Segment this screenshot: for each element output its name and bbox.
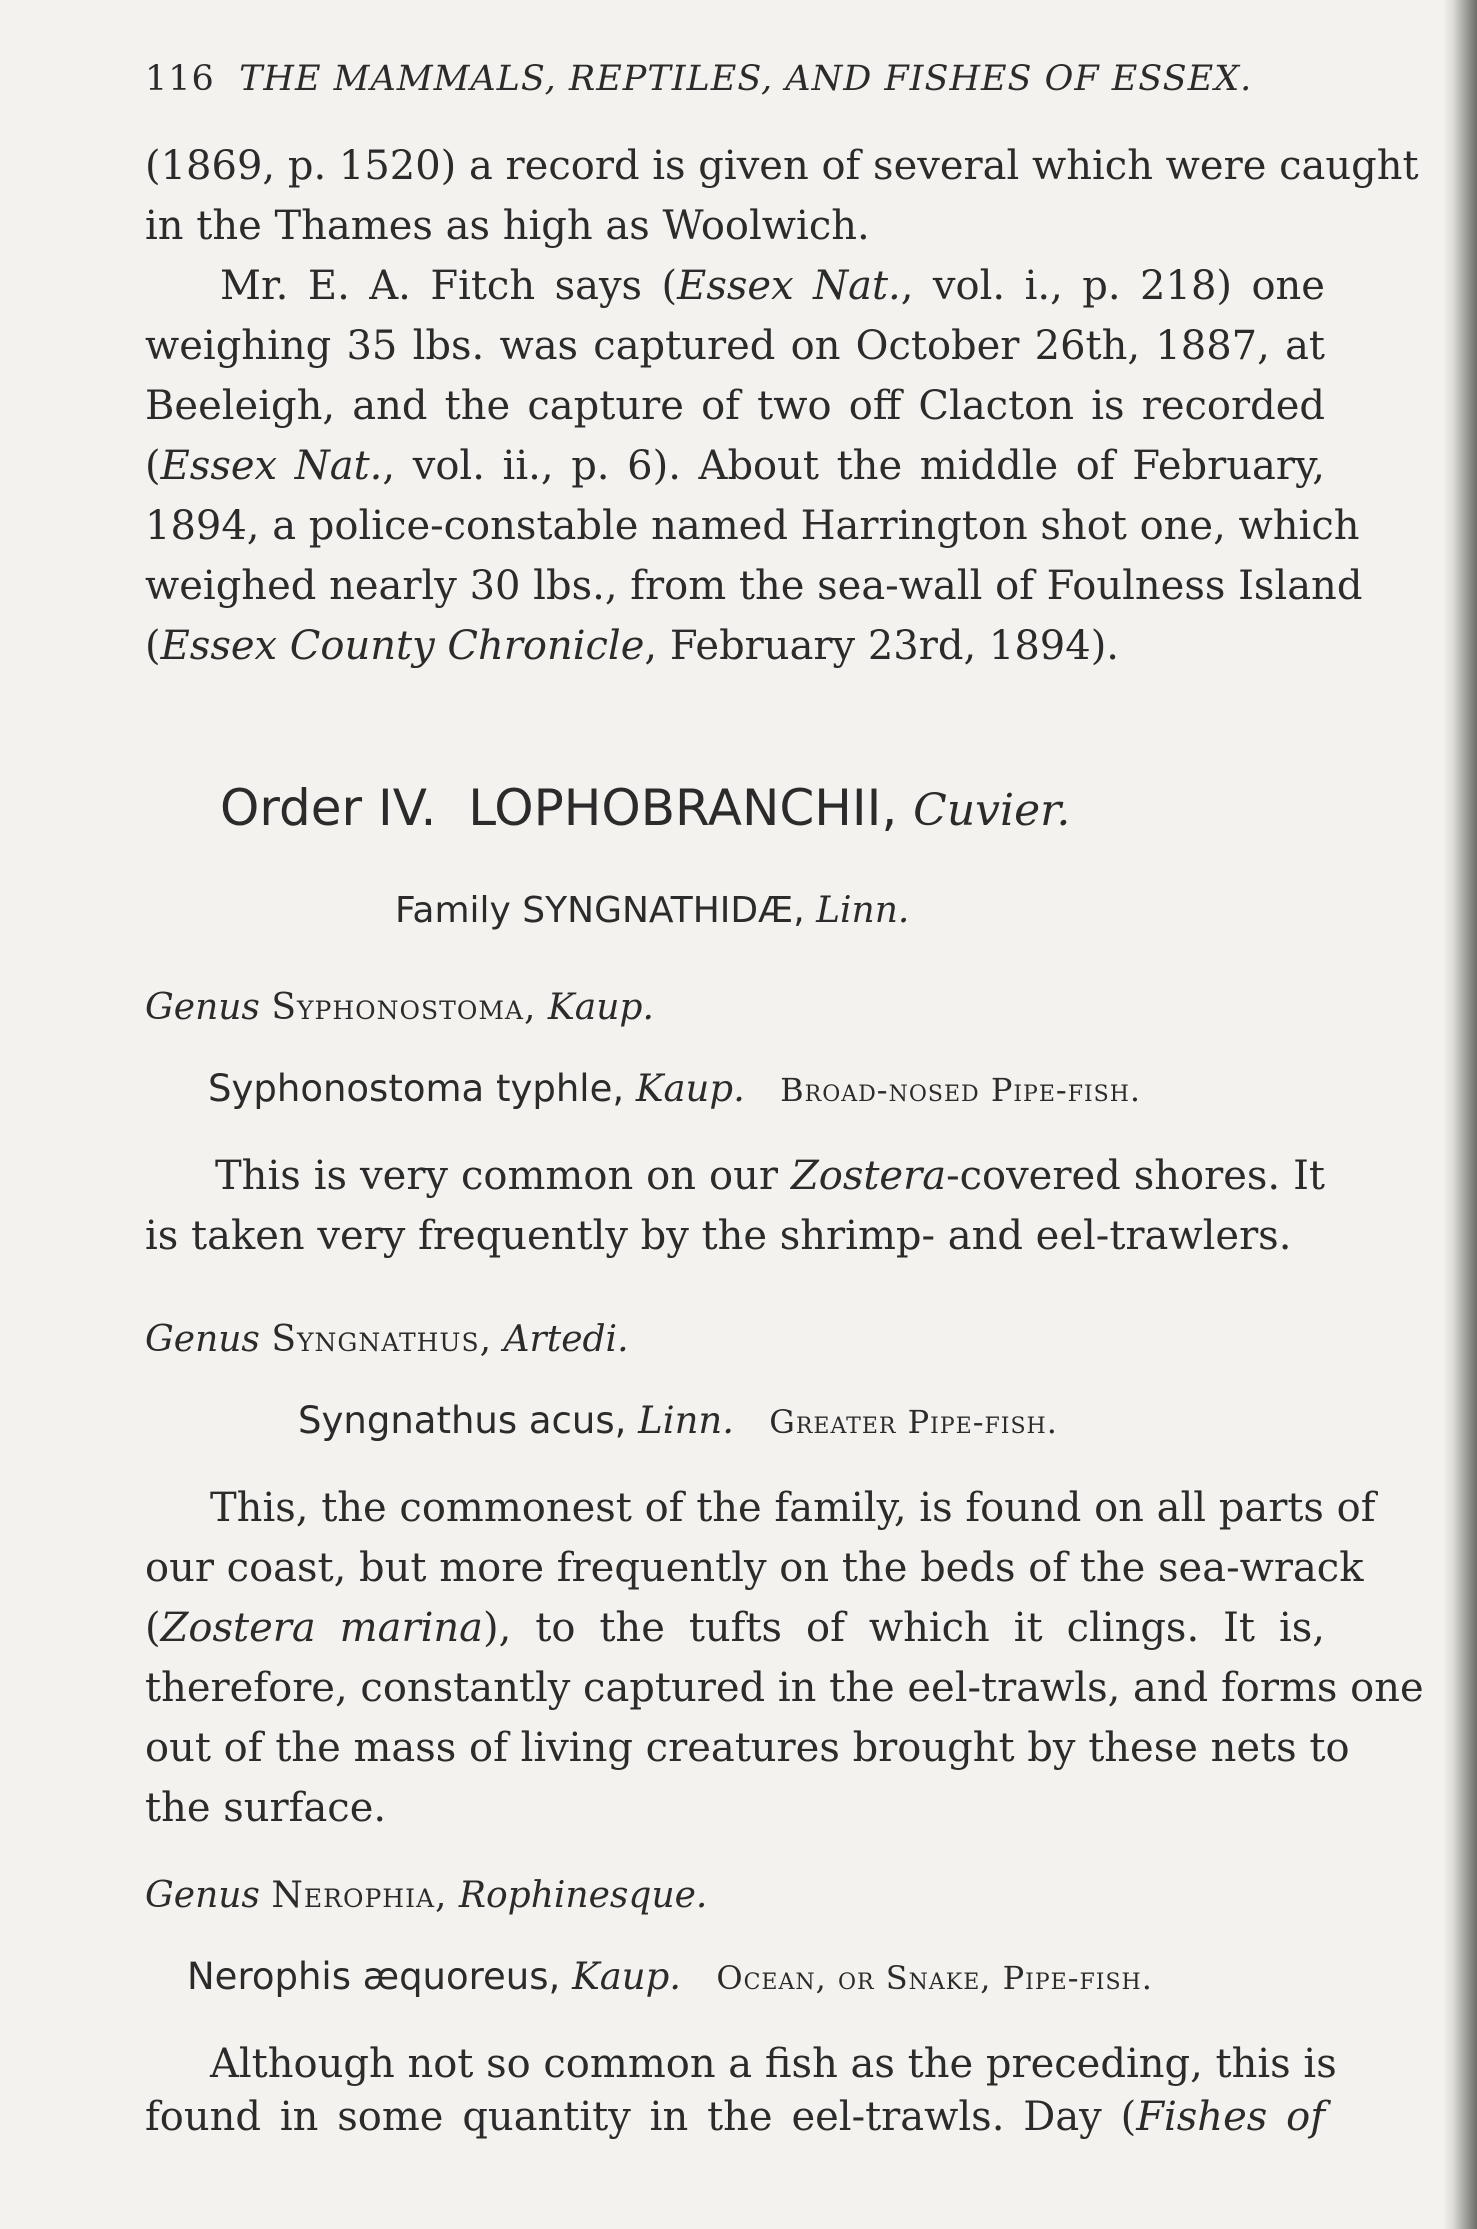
species-name: Syphonostoma typhle,: [208, 1067, 625, 1110]
order-name: LOPHOBRANCHII,: [468, 779, 898, 837]
order-label: Order IV.: [220, 779, 437, 837]
text-line: (Essex Nat., vol. ii., p. 6). About the middle of February,: [145, 443, 1325, 489]
text-line: Although not so common a fish as the preceding, this is: [210, 2041, 1337, 2087]
common-name: Broad-nosed Pipe-fish.: [780, 1071, 1142, 1109]
text-line: Beeleigh, and the capture of two off Clacton is recorded: [145, 383, 1325, 429]
common-name: Greater Pipe-fish.: [769, 1403, 1058, 1441]
order-authority: Cuvier.: [913, 785, 1071, 836]
genus-heading: Genus Syngnathus, Artedi.: [145, 1319, 629, 1360]
species-heading: Syngnathus acus, Linn. Greater Pipe-fish.: [298, 1399, 1058, 1442]
genus-name: Syphonostoma,: [271, 987, 537, 1028]
page-edge-shadow: [1443, 0, 1477, 2229]
text-line: in the Thames as high as Woolwich.: [145, 203, 870, 249]
species-ref: Zostera marina: [160, 1605, 483, 1651]
genus-heading: Genus Syphonostoma, Kaup.: [145, 987, 654, 1028]
species-heading: Syphonostoma typhle, Kaup. Broad-nosed Pipe-fish.: [208, 1067, 1142, 1110]
citation-title: Essex Nat.: [160, 443, 383, 489]
family-label: Family: [395, 890, 511, 931]
text-line: 1894, a police-constable named Harrington shot one, which: [145, 503, 1360, 549]
citation-title: Fishes of: [1136, 2094, 1326, 2140]
text-line: found in some quantity in the eel-trawls. Day (Fishes of: [145, 2094, 1326, 2140]
text-line: (Essex County Chronicle, February 23rd, 1894).: [145, 623, 1120, 669]
citation-title: Essex County Chronicle: [160, 623, 645, 669]
text-line: (Zostera marina), to the tufts of which it clings. It is,: [145, 1605, 1325, 1651]
citation-title: Essex Nat.: [677, 263, 901, 309]
genus-name: Syngnathus,: [271, 1319, 493, 1360]
family-heading: [395, 890, 910, 931]
text-line: out of the mass of living creatures brought by these nets to: [145, 1725, 1350, 1771]
text-line: our coast, but more frequently on the beds of the sea-wrack: [145, 1545, 1364, 1591]
order-heading: [220, 779, 1071, 837]
genus-heading: Genus Nerophia, Rophinesque.: [145, 1875, 708, 1916]
text-line: This, the commonest of the family, is found on all parts of: [210, 1485, 1376, 1531]
text-line: therefore, constantly captured in the eel-trawls, and forms one: [145, 1665, 1424, 1711]
text-line: weighed nearly 30 lbs., from the sea-wall of Foulness Island: [145, 563, 1363, 609]
text-line: is taken very frequently by the shrimp- and eel-trawlers.: [145, 1213, 1292, 1259]
text-line: This is very common on our Zostera-covered shores. It: [215, 1153, 1325, 1199]
genus-ref: Zostera: [790, 1153, 947, 1199]
text-line: weighing 35 lbs. was captured on October 26th, 1887, at: [145, 323, 1325, 369]
text-line: Mr. E. A. Fitch says (Essex Nat., vol. i., p. 218) one: [220, 263, 1325, 309]
species-name: Syngnathus acus,: [298, 1399, 627, 1442]
running-title: THE MAMMALS, REPTILES, AND FISHES OF ESSEX.: [239, 59, 1253, 99]
species-heading: Nerophis æquoreus, Kaup. Ocean, or Snake, Pipe-fish.: [187, 1955, 1153, 1998]
page-number: 116: [145, 59, 215, 99]
text-line: the surface.: [145, 1785, 387, 1831]
family-name: SYNGNATHIDÆ,: [522, 890, 805, 931]
running-header: [145, 59, 1253, 99]
species-name: Nerophis æquoreus,: [187, 1955, 561, 1998]
family-authority: Linn.: [816, 890, 910, 931]
genus-name: Nerophia,: [271, 1875, 448, 1916]
text-line: (1869, p. 1520) a record is given of several which were caught: [145, 143, 1419, 189]
common-name: Ocean, or Snake, Pipe-fish.: [716, 1959, 1153, 1997]
